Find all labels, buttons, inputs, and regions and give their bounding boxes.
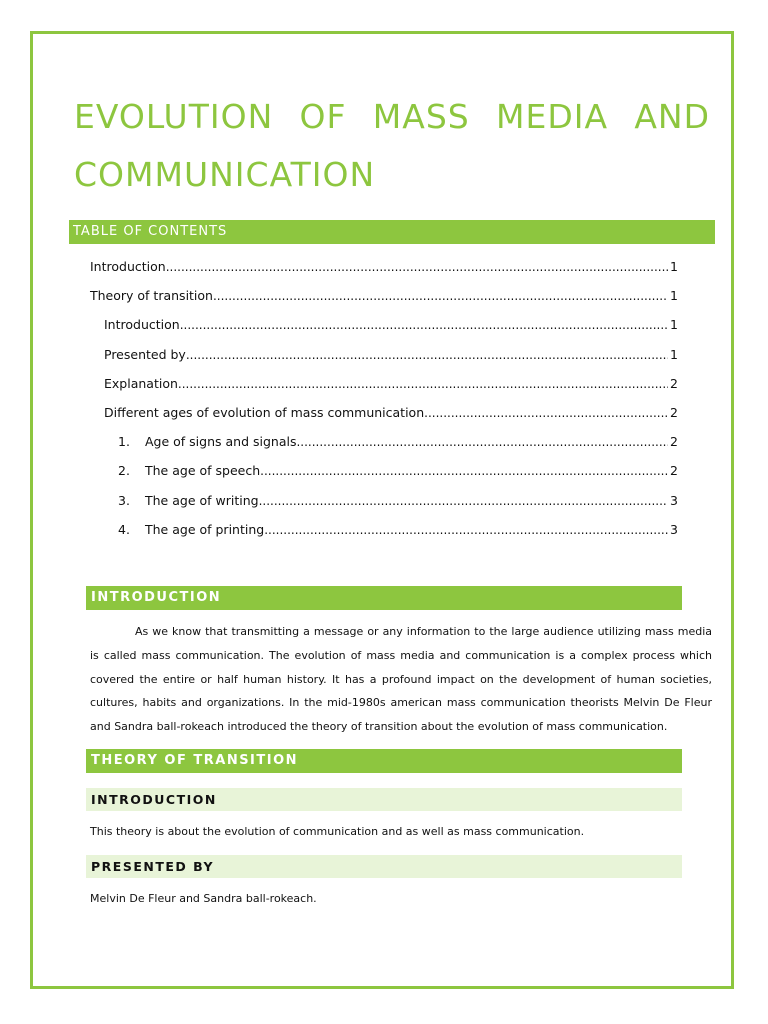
toc-dot-leader <box>424 401 668 425</box>
toc-dot-leader <box>296 430 668 454</box>
toc-entry-number: 4. <box>118 521 130 537</box>
toc-dot-leader <box>213 284 668 308</box>
presented-by-subheading: PRESENTED BY <box>86 855 682 878</box>
toc-entry-page: 2 <box>670 404 678 420</box>
toc-entry-label: Age of signs and signals <box>145 434 297 450</box>
toc-entry[interactable] <box>90 489 678 518</box>
toc-entry[interactable] <box>90 255 678 284</box>
document-title: EVOLUTION OF MASS MEDIA AND COMMUNICATION <box>74 97 710 194</box>
toc-entry-page: 2 <box>670 375 678 391</box>
introduction-heading: INTRODUCTION <box>86 586 682 610</box>
toc-entry-label: The age of writing <box>145 492 259 508</box>
toc-entry-label: Different ages of evolution of mass communication <box>104 404 425 420</box>
toc-entry[interactable] <box>90 313 678 342</box>
presented-by-paragraph: Melvin De Fleur and Sandra ball-rokeach. <box>90 892 317 905</box>
toc-entry[interactable] <box>90 518 678 547</box>
toc-entry-label: The age of printing <box>145 521 265 537</box>
introduction-paragraph: As we know that transmitting a message or any information to the large audience utilizing mass media is called mass communication. The evolution of mass media and communication is a complex process which covered the entire or half human history. It has a profound impact on the development of human societies, cultures, habits and organizations. In the mid-1980s american mass communication theorists Melvin De Fleur and Sandra ball-rokeach introduced the theory of transition about the evolution of mass communication. <box>90 625 712 734</box>
toc-entry-label: Theory of transition <box>90 288 213 304</box>
toc-entry-number: 2. <box>118 463 130 479</box>
toc-entry-page: 2 <box>670 434 678 450</box>
toc-dot-leader <box>166 255 668 279</box>
toc-entry-label: Presented by <box>104 346 186 362</box>
toc-entry-number: 3. <box>118 492 130 508</box>
toc-dot-leader <box>264 518 668 542</box>
toc-entry-page: 1 <box>670 288 678 304</box>
toc-dot-leader <box>186 343 668 367</box>
toc-entry-page: 3 <box>670 521 678 537</box>
toc-entry-page: 2 <box>670 463 678 479</box>
toc-dot-leader <box>260 459 668 483</box>
toc-dot-leader <box>178 372 668 396</box>
theory-introduction-paragraph: This theory is about the evolution of communication and as well as mass communication. <box>90 825 585 838</box>
toc-entry-page: 1 <box>670 259 678 274</box>
toc-entry-page: 3 <box>670 492 678 508</box>
theory-introduction-subheading: INTRODUCTION <box>86 788 682 811</box>
toc-entry-page: 1 <box>670 317 678 333</box>
toc-entry-page: 1 <box>670 346 678 362</box>
toc-dot-leader <box>180 313 668 337</box>
toc-entry-label: Explanation <box>104 375 178 391</box>
toc-heading: TABLE OF CONTENTS <box>69 220 715 244</box>
toc-entry[interactable] <box>90 459 678 488</box>
theory-of-transition-heading: THEORY OF TRANSITION <box>86 749 682 773</box>
toc-entry[interactable] <box>90 372 678 401</box>
toc-entry-label: The age of speech <box>145 463 261 479</box>
toc-entry-number: 1. <box>118 434 130 450</box>
toc-entry-label: Introduction <box>90 259 166 274</box>
toc-entry[interactable] <box>90 284 678 313</box>
table-of-contents <box>90 255 678 547</box>
toc-dot-leader <box>259 489 668 513</box>
toc-entry[interactable] <box>90 430 678 459</box>
toc-entry[interactable] <box>90 401 678 430</box>
toc-entry-label: Introduction <box>104 317 180 333</box>
toc-entry[interactable] <box>90 343 678 372</box>
